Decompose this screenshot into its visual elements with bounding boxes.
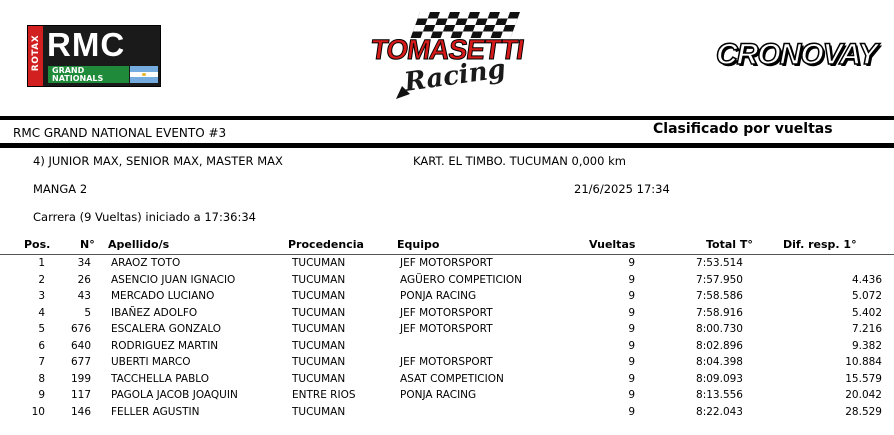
tomasetti-logo-text: TOMASETTI (368, 34, 526, 65)
col-header-name: Apellido/s (108, 238, 170, 251)
cell-pos: 2 (38, 273, 45, 286)
cell-total: 7:58.586 (696, 290, 743, 302)
col-header-total: Total T° (706, 238, 753, 251)
cell-origin: TUCUMAN (292, 372, 346, 385)
cell-total: 8:00.730 (696, 323, 743, 335)
col-header-number: N° (80, 238, 95, 251)
cell-pos: 1 (38, 257, 45, 269)
header-divider (0, 143, 894, 148)
cell-laps: 9 (628, 389, 635, 401)
col-header-laps: Vueltas (589, 238, 636, 251)
cell-name: ARAOZ TOTO (111, 257, 181, 269)
table-row (0, 373, 894, 389)
cell-team: JEF MOTORSPORT (400, 257, 493, 269)
table-row (0, 290, 894, 306)
cell-origin: TUCUMAN (292, 339, 346, 352)
cell-origin: TUCUMAN (292, 405, 346, 418)
cell-laps: 9 (628, 306, 635, 319)
cell-origin: TUCUMAN (292, 273, 346, 286)
racing-logo-text: Racing (402, 54, 508, 98)
cell-origin: TUCUMAN (292, 323, 346, 335)
cell-team: PONJA RACING (400, 290, 477, 302)
cell-origin: TUCUMAN (292, 290, 346, 302)
cell-name: TACCHELLA PABLO (111, 372, 210, 385)
rmc-logo-text: RMC (47, 26, 126, 63)
cell-total: 8:13.556 (696, 389, 743, 401)
cell-laps: 9 (628, 372, 635, 385)
top-divider (0, 116, 894, 120)
cell-pos: 6 (38, 339, 45, 352)
cell-origin: TUCUMAN (292, 306, 346, 319)
cell-number: 26 (77, 273, 91, 286)
rotax-stripe (28, 26, 43, 86)
cell-diff: 9.382 (851, 339, 882, 352)
cell-number: 43 (77, 290, 91, 302)
cell-total: 8:02.896 (696, 339, 743, 352)
table-row (0, 356, 894, 372)
nationals-label: NATIONALS (52, 74, 104, 83)
cell-team: ASAT COMPETICION (400, 372, 504, 385)
event-title: RMC GRAND NATIONAL EVENTO #3 (13, 126, 227, 140)
cell-team: AGÜERO COMPETICION (400, 273, 523, 286)
cell-laps: 9 (628, 323, 635, 335)
col-header-diff: Dif. resp. 1° (783, 238, 857, 251)
cell-diff: 4.436 (851, 273, 882, 286)
cell-laps: 9 (628, 356, 635, 368)
cell-number: 640 (70, 339, 91, 352)
table-header-divider (0, 254, 894, 255)
cell-diff: 5.072 (851, 290, 882, 302)
cell-laps: 9 (628, 290, 635, 302)
table-row (0, 257, 894, 273)
cell-number: 146 (70, 405, 91, 418)
cell-laps: 9 (628, 339, 635, 352)
venue-text: KART. EL TIMBO. TUCUMAN 0,000 km (413, 154, 626, 168)
cell-name: ASENCIO JUAN IGNACIO (111, 273, 236, 286)
cronovay-logo: CRONOVAY (716, 38, 877, 71)
cell-number: 676 (70, 323, 91, 335)
cell-diff: 28.529 (845, 405, 882, 418)
cell-name: IBAÑEZ ADOLFO (111, 306, 198, 319)
cell-number: 117 (70, 389, 91, 401)
cell-total: 8:09.093 (696, 372, 743, 385)
heat-text: MANGA 2 (33, 182, 88, 196)
cell-pos: 10 (31, 405, 45, 418)
grand-nationals-badge (48, 66, 129, 83)
cell-name: RODRIGUEZ MARTIN (111, 339, 219, 352)
col-header-pos: Pos. (24, 238, 51, 251)
table-row (0, 307, 894, 323)
col-header-origin: Procedencia (288, 238, 364, 251)
table-row (0, 340, 894, 356)
cell-pos: 7 (38, 356, 45, 368)
race-start-text: Carrera (9 Vueltas) iniciado a 17:36:34 (33, 210, 256, 224)
grand-label: GRAND (52, 66, 85, 75)
classification-title: Clasificado por vueltas (653, 121, 833, 137)
table-row (0, 274, 894, 290)
cell-team: JEF MOTORSPORT (400, 323, 493, 335)
cell-origin: ENTRE RIOS (292, 389, 356, 401)
cell-number: 677 (70, 356, 91, 368)
rotax-label: ROTAX (31, 34, 41, 72)
table-row (0, 389, 894, 405)
cell-origin: TUCUMAN (292, 257, 346, 269)
cell-laps: 9 (628, 405, 635, 418)
cell-diff: 5.402 (851, 306, 882, 319)
table-row (0, 323, 894, 339)
argentina-flag-icon (130, 66, 158, 83)
cell-team: JEF MOTORSPORT (400, 306, 493, 319)
table-row (0, 406, 894, 422)
cell-total: 7:53.514 (696, 257, 743, 269)
cell-pos: 5 (38, 323, 45, 335)
cell-diff: 15.579 (845, 372, 882, 385)
datetime-text: 21/6/2025 17:34 (574, 182, 670, 196)
cell-pos: 8 (38, 372, 45, 385)
cell-name: ESCALERA GONZALO (111, 323, 222, 335)
col-header-team: Equipo (397, 238, 440, 251)
cell-laps: 9 (628, 273, 635, 286)
cell-pos: 3 (38, 290, 45, 302)
cell-laps: 9 (628, 257, 635, 269)
cell-number: 5 (84, 306, 91, 319)
cell-number: 34 (77, 257, 91, 269)
cell-diff: 7.216 (851, 323, 882, 335)
cell-total: 7:58.916 (696, 306, 743, 319)
cell-total: 7:57.950 (696, 273, 743, 286)
cell-total: 8:22.043 (696, 405, 743, 418)
cell-origin: TUCUMAN (292, 356, 346, 368)
cell-number: 199 (70, 372, 91, 385)
categories-text: 4) JUNIOR MAX, SENIOR MAX, MASTER MAX (33, 154, 283, 168)
cell-diff: 10.884 (845, 356, 882, 368)
tomasetti-racing-logo (340, 6, 555, 106)
cell-name: FELLER AGUSTIN (111, 405, 200, 418)
cell-diff: 20.042 (845, 389, 882, 401)
cell-total: 8:04.398 (696, 356, 743, 368)
cell-name: MERCADO LUCIANO (111, 290, 215, 302)
cell-team: JEF MOTORSPORT (400, 356, 493, 368)
cell-pos: 9 (38, 389, 45, 401)
cell-team: PONJA RACING (400, 389, 477, 401)
rmc-logo (27, 25, 161, 87)
cell-pos: 4 (38, 306, 45, 319)
cell-name: UBERTI MARCO (111, 356, 191, 368)
cell-name: PAGOLA JACOB JOAQUIN (111, 389, 238, 401)
